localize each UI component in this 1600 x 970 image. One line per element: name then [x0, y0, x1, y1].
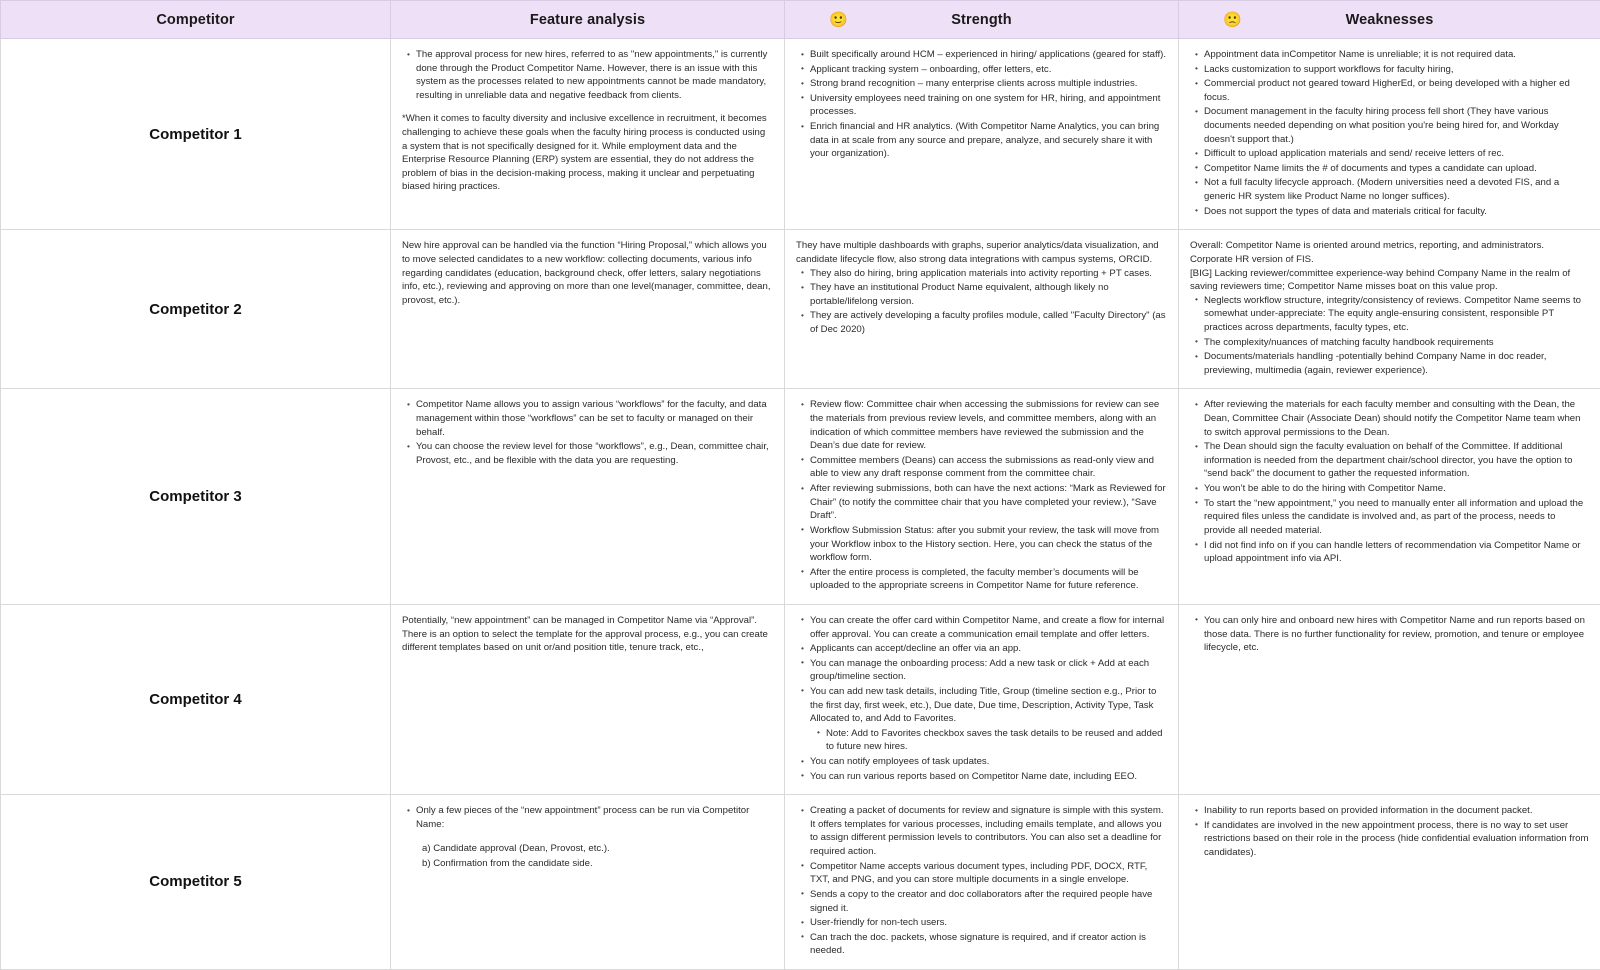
list-item: • Committee members (Deans) can access the submissions as read-only view and able to view any draft response comment from the committee chair.	[810, 454, 1167, 481]
list-item: • If candidates are involved in the new appointment process, there is no way to set user restrictions based on their role in the process (hide confidential evaluation information from candidates).	[1204, 819, 1589, 860]
list-item: • Commercial product not geared toward HigherEd, or being developed with a higher ed focus.	[1204, 77, 1589, 104]
competitor-name-cell: Competitor 1	[1, 39, 391, 230]
header-label-strength: Strength	[951, 12, 1011, 28]
lettered-list-item: b) Confirmation from the candidate side.	[422, 857, 773, 871]
feature-analysis-cell	[391, 389, 785, 605]
weaknesses-cell	[1179, 604, 1600, 794]
list-item: • They are actively developing a faculty profiles module, called "Faculty Directory" (as of Dec 2020)	[810, 309, 1167, 336]
feature-analysis-cell	[391, 795, 785, 970]
strength-cell	[785, 230, 1179, 389]
column-header-competitor	[1, 1, 391, 39]
list-item: • Document management in the faculty hiring process fell short (They have various documents needed depending on what position you're being hired for, and Workday doesn't support that.)	[1204, 105, 1589, 146]
feature-analysis-cell	[391, 39, 785, 230]
bullet-list	[402, 804, 773, 831]
feature-analysis-cell	[391, 604, 785, 794]
bullet-list	[796, 398, 1167, 593]
list-item: • Does not support the types of data and materials critical for faculty.	[1204, 205, 1589, 219]
column-header-strength	[785, 1, 1179, 39]
column-header-feature-analysis	[391, 1, 785, 39]
list-item: • You can notify employees of task updates.	[810, 755, 1167, 769]
list-item: • Competitor Name allows you to assign various “workflows” for the faculty, and data management within those “workflows” can be set to faculty or managed on their behalf.	[416, 398, 773, 439]
list-item: • Applicants can accept/decline an offer via an app.	[810, 642, 1167, 656]
list-item: • To start the “new appointment,” you need to manually enter all information and upload the required files unless the candidate is involved and, as part of the process, needs to provide all needed material.	[1204, 497, 1589, 538]
list-item: • The Dean should sign the faculty evaluation on behalf of the Committee. If additional information is needed from the department chair/school director, you have the option to “send back” the document to gather the requested information.	[1204, 440, 1589, 481]
list-item: • You won’t be able to do the hiring with Competitor Name.	[1204, 482, 1589, 496]
weaknesses-cell	[1179, 39, 1600, 230]
strength-intro: They have multiple dashboards with graphs, superior analytics/data visualization, and candidate lifecycle flow, also strong data integrations with campus systems, ORCID.	[796, 239, 1167, 266]
list-item: • Only a few pieces of the “new appointment” process can be run via Competitor Name:	[416, 804, 773, 831]
bullet-list	[1190, 48, 1589, 218]
bullet-list	[402, 48, 773, 102]
table-row	[1, 795, 1600, 970]
list-item: • Not a full faculty lifecycle approach. (Modern universities need a devoted FIS, and a generic HR system like Product Name no longer suffices).	[1204, 176, 1589, 203]
bullet-list	[796, 804, 1167, 958]
table-row	[1, 604, 1600, 794]
bullet-list	[1190, 294, 1589, 378]
bullet-list	[402, 398, 773, 467]
spacer	[402, 103, 773, 112]
list-item: • After reviewing submissions, both can have the next actions: “Mark as Reviewed for Chair” (to notify the committee chair that you have completed your review.), “Save Draft”.	[810, 482, 1167, 523]
list-item: • You can only hire and onboard new hires with Competitor Name and run reports based on those data. There is no further functionality for review, promotion, and tenure or employee lifecycle, etc.	[1204, 614, 1589, 655]
list-item: • Neglects workflow structure, integrity/consistency of reviews. Competitor Name seems to somewhat under-appreciate: The equity angle-ensuring consistent, responsible PT practices across departments, faculty types, etc.	[1204, 294, 1589, 335]
table-row	[1, 230, 1600, 389]
competitor-name-cell: Competitor 5	[1, 795, 391, 970]
header-label-feature-analysis: Feature analysis	[530, 12, 645, 28]
table-row	[1, 389, 1600, 605]
header-label-weaknesses: Weaknesses	[1346, 12, 1434, 28]
list-item: • You can create the offer card within Competitor Name, and create a flow for internal offer approval. You can create a communication email template and offer letters.	[810, 614, 1167, 641]
list-item: • You can manage the onboarding process: Add a new task or click + Add at each group/timeline section.	[810, 657, 1167, 684]
competitor-name-cell: Competitor 3	[1, 389, 391, 605]
list-item-text: You can add new task details, including Title, Group (timeline section e.g., Prior to the first day, first week, etc.), Due date, Due time, Description, Activity Type, Task Allocated to, and Add to Favorites.	[810, 686, 1156, 724]
competitor-name-cell: Competitor 2	[1, 230, 391, 389]
list-item: • They have an institutional Product Name equivalent, although likely no portable/lifelong version.	[810, 281, 1167, 308]
column-header-weaknesses	[1179, 1, 1600, 39]
bullet-list	[796, 48, 1167, 161]
bullet-list	[1190, 398, 1589, 565]
lettered-list-item: a) Candidate approval (Dean, Provost, etc.).	[422, 842, 773, 856]
weaknesses-intro: Overall: Competitor Name is oriented around metrics, reporting, and administrators. Corporate HR version of FIS.	[1190, 239, 1589, 266]
list-item: • University employees need training on one system for HR, hiring, and appointment processes.	[810, 92, 1167, 119]
list-item: • Competitor Name limits the # of documents and types a candidate can upload.	[1204, 162, 1589, 176]
list-item: • The complexity/nuances of matching faculty handbook requirements	[1204, 336, 1589, 350]
list-item: • After reviewing the materials for each faculty member and consulting with the Dean, the Dean, Committee Chair (Associate Dean) should notify the Competitor Name team when to switch approval permissions to the Dean.	[1204, 398, 1589, 439]
list-item: • Lacks customization to support workflows for faculty hiring,	[1204, 63, 1589, 77]
list-item: • Documents/materials handling -potentially behind Company Name in doc reader, previewing, multimedia (again, reviewer experience).	[1204, 350, 1589, 377]
weaknesses-cell	[1179, 389, 1600, 605]
list-item: • Appointment data inCompetitor Name is unreliable; it is not required data.	[1204, 48, 1589, 62]
list-item: • I did not find info on if you can handle letters of recommendation via Competitor Name or upload appointment info via API.	[1204, 539, 1589, 566]
weaknesses-intro-secondary: [BIG] Lacking reviewer/committee experience-way behind Company Name in the realm of saving reviewers time; Competitor Name misses boat on this value prop.	[1190, 267, 1589, 294]
slightly-smiling-face-icon: 🙂	[829, 12, 848, 27]
list-item: • Can trach the doc. packets, whose signature is required, and if creator action is needed.	[810, 931, 1167, 958]
list-item: • Inability to run reports based on provided information in the document packet.	[1204, 804, 1589, 818]
feature-intro: Potentially, “new appointment” can be managed in Competitor Name via “Approval”. There is an option to select the template for the approval process, e.g., you can create different templates based on unit or/and position title, tenure track, etc.,	[402, 614, 773, 655]
header-row	[1, 1, 1600, 39]
nested-list-item: • Note: Add to Favorites checkbox saves the task details to be reused and added to future new hires.	[826, 727, 1167, 754]
list-item: • Workflow Submission Status: after you submit your review, the task will move from your Workflow inbox to the History section. Here, you can check the status of the workflow form.	[810, 524, 1167, 565]
list-item: • Review flow: Committee chair when accessing the submissions for review can see the materials from previous review levels, and committee members, along with an indication of which committee members have reviewed the submission and the Dean’s due date for review.	[810, 398, 1167, 452]
list-item: • Competitor Name accepts various document types, including PDF, DOCX, RTF, TXT, and PNG, and you can store multiple documents in a single envelope.	[810, 860, 1167, 887]
competitor-name-cell: Competitor 4	[1, 604, 391, 794]
list-item: • Strong brand recognition – many enterprise clients across multiple industries.	[810, 77, 1167, 91]
table-header	[1, 1, 1600, 39]
strength-cell	[785, 795, 1179, 970]
list-item: • Enrich financial and HR analytics. (With Competitor Name Analytics, you can bring data in at scale from any source and prepare, analyze, and securely share it with your organization).	[810, 120, 1167, 161]
list-item: • You can choose the review level for those “workflows”, e.g., Dean, committee chair, Provost, etc., and be flexible with the data you are requesting.	[416, 440, 773, 467]
weaknesses-cell	[1179, 795, 1600, 970]
list-item: • Applicant tracking system – onboarding, offer letters, etc.	[810, 63, 1167, 77]
nested-bullet-list	[810, 727, 1167, 754]
bullet-list	[1190, 614, 1589, 655]
bullet-list	[796, 267, 1167, 337]
list-item: • They also do hiring, bring application materials into activity reporting + PT cases.	[810, 267, 1167, 281]
bullet-list	[1190, 804, 1589, 859]
header-label-competitor: Competitor	[156, 12, 234, 28]
table-row	[1, 39, 1600, 230]
list-item: • Built specifically around HCM – experienced in hiring/ applications (geared for staff).	[810, 48, 1167, 62]
strength-cell	[785, 604, 1179, 794]
feature-note: *When it comes to faculty diversity and inclusive excellence in recruitment, it becomes challenging to achieve these goals when the faculty hiring process is conducted using a system that is not specifically designed for it. While employment data and the Enterprise Resource Planning (ERP) system are essential, they do not address the problem of bias in the decision-making process, making it unclear and perpetuating biased hiring practices.	[402, 112, 773, 194]
list-item: • Creating a packet of documents for review and signature is simple with this system. It offers templates for various processes, including emails template, and allows you to assign different permission levels to contributors. You can also set a deadline for required action.	[810, 804, 1167, 858]
list-item: • User-friendly for non-tech users.	[810, 916, 1167, 930]
bullet-list	[796, 614, 1167, 783]
lettered-list	[402, 842, 773, 870]
feature-analysis-cell	[391, 230, 785, 389]
list-item: • Difficult to upload application materials and send/ receive letters of rec.	[1204, 147, 1589, 161]
list-item: • The approval process for new hires, referred to as "new appointments," is currently done through the Product Competitor Name. However, there is an issue with this system as the processes related to new appointments cannot be made mandatory, resulting in unreliable data and negative feedback from clients.	[416, 48, 773, 102]
list-item: • You can run various reports based on Competitor Name date, including EEO.	[810, 770, 1167, 784]
table-body	[1, 39, 1600, 970]
feature-intro: New hire approval can be handled via the function “Hiring Proposal,” which allows you to move selected candidates to a new workflow: collecting documents, various info regarding candidates (education, background check, offer letters, salary negotiations info, etc.), reviewing and approving on more than one level(manager, committee, dean, provost, etc.).	[402, 239, 773, 307]
list-item: • Sends a copy to the creator and doc collaborators after the required people have signed it.	[810, 888, 1167, 915]
weaknesses-cell	[1179, 230, 1600, 389]
strength-cell	[785, 39, 1179, 230]
strength-cell	[785, 389, 1179, 605]
list-item: • After the entire process is completed, the faculty member’s documents will be uploaded to the appropriate screens in Competitor Name for future reference.	[810, 566, 1167, 593]
list-item	[810, 685, 1167, 754]
slightly-frowning-face-icon: 🙁	[1223, 12, 1242, 27]
